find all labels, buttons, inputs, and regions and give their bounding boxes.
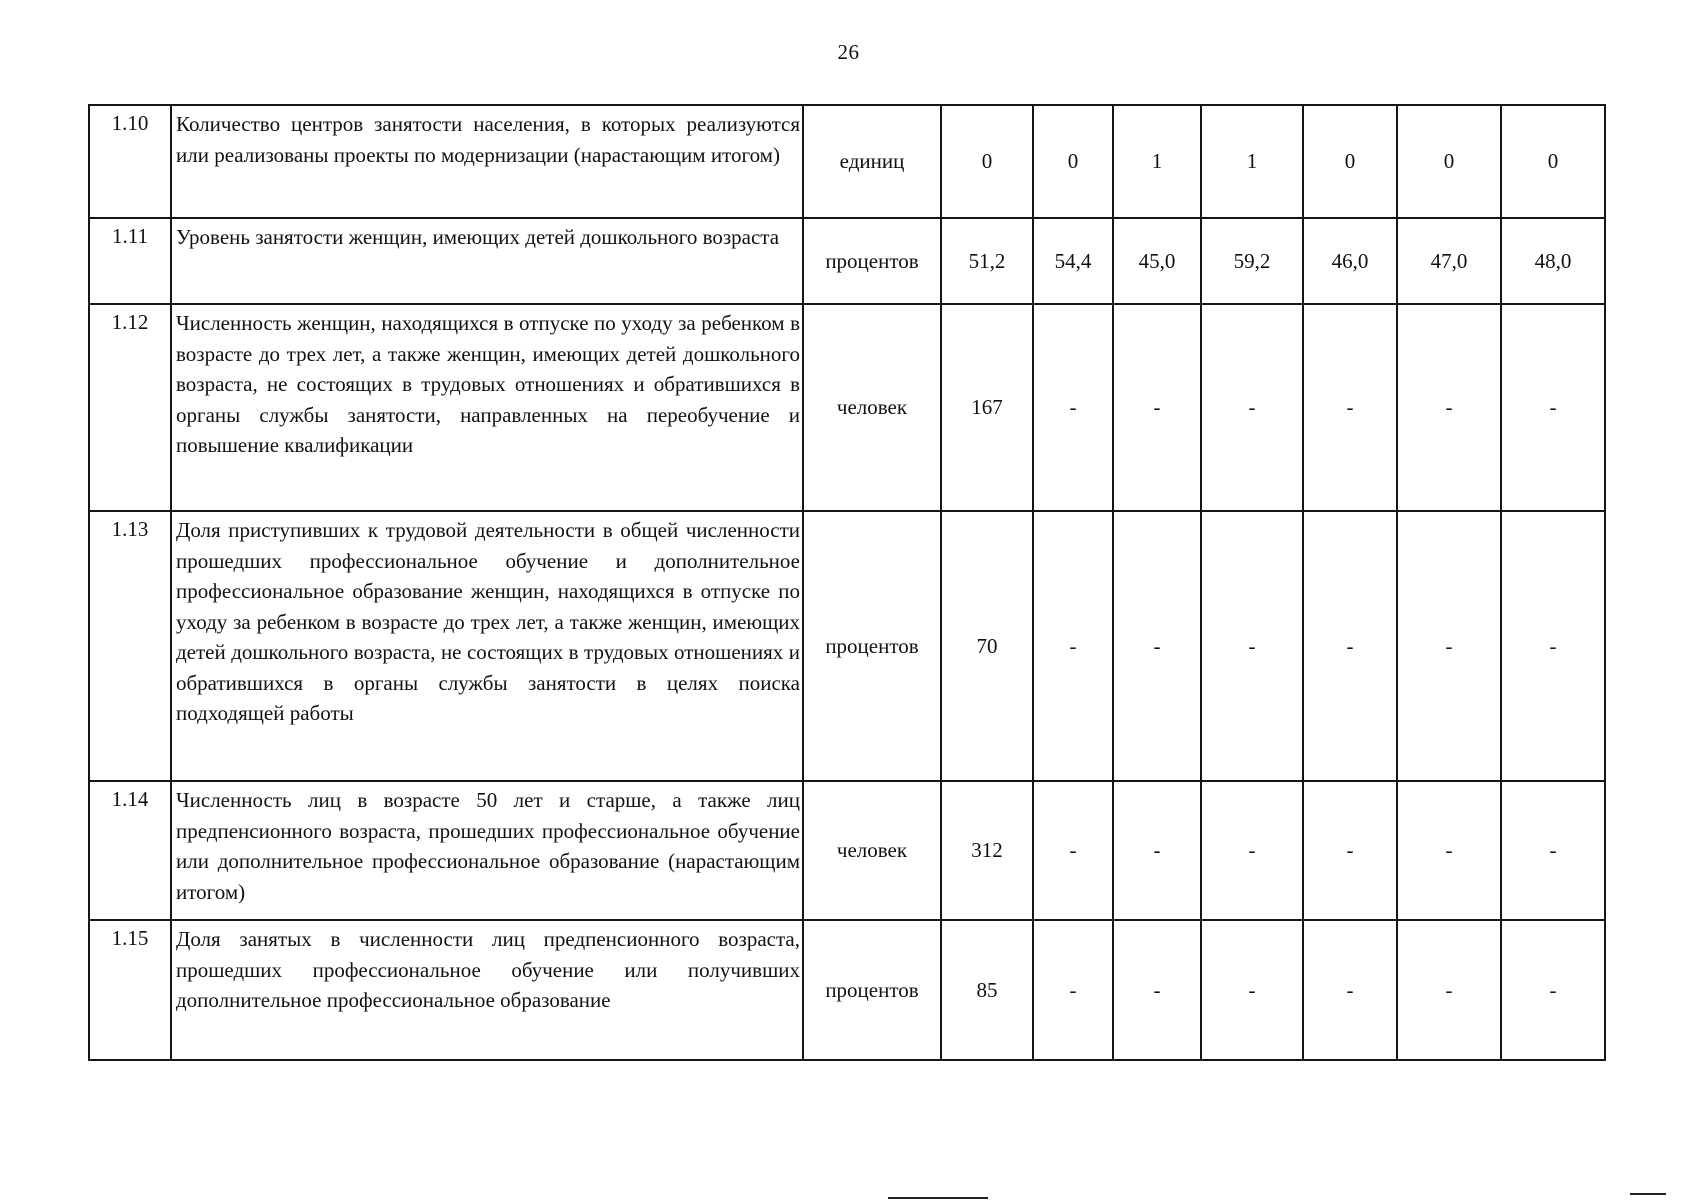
value-cell: - — [1201, 781, 1303, 920]
table-row — [89, 218, 1605, 304]
value-cell: - — [1113, 920, 1201, 1060]
value-cell: - — [1397, 511, 1501, 781]
value-cell: - — [1303, 920, 1397, 1060]
value-cell: 1 — [1113, 105, 1201, 218]
unit-cell: процентов — [803, 920, 941, 1060]
value-cell: 167 — [941, 304, 1033, 511]
value-cell: - — [1303, 511, 1397, 781]
value-cell: 0 — [1397, 105, 1501, 218]
value-cell: 70 — [941, 511, 1033, 781]
value-cell: 47,0 — [1397, 218, 1501, 304]
value-cell: - — [1397, 920, 1501, 1060]
value-cell: - — [1501, 304, 1605, 511]
value-cell: 0 — [1303, 105, 1397, 218]
value-cell: - — [1113, 781, 1201, 920]
value-cell: 312 — [941, 781, 1033, 920]
indicator-description: Количество центров занятости населения, в которых реализуются или реализованы проекты по модернизации (нарастающим итогом) — [171, 105, 803, 218]
table-row — [89, 105, 1605, 218]
value-cell: 0 — [1501, 105, 1605, 218]
value-cell: 46,0 — [1303, 218, 1397, 304]
value-cell: - — [1397, 304, 1501, 511]
row-number: 1.13 — [89, 511, 171, 781]
value-cell: 54,4 — [1033, 218, 1113, 304]
value-cell: - — [1033, 304, 1113, 511]
value-cell: 1 — [1201, 105, 1303, 218]
value-cell: - — [1303, 304, 1397, 511]
indicator-description: Численность лиц в возрасте 50 лет и старше, а также лиц предпенсионного возраста, прошедших профессиональное обучение или дополнительное профессиональное образование (нарастающим итогом) — [171, 781, 803, 920]
value-cell: - — [1033, 920, 1113, 1060]
value-cell: 59,2 — [1201, 218, 1303, 304]
value-cell: 0 — [941, 105, 1033, 218]
value-cell: - — [1033, 511, 1113, 781]
scan-mark — [1630, 1193, 1666, 1195]
value-cell: - — [1113, 511, 1201, 781]
unit-cell: процентов — [803, 511, 941, 781]
indicator-description: Доля занятых в численности лиц предпенсионного возраста, прошедших профессиональное обучение или получивших дополнительное профессиональное образование — [171, 920, 803, 1060]
value-cell: - — [1397, 781, 1501, 920]
value-cell: 45,0 — [1113, 218, 1201, 304]
value-cell: 0 — [1033, 105, 1113, 218]
table-row — [89, 781, 1605, 920]
value-cell: - — [1303, 781, 1397, 920]
row-number: 1.10 — [89, 105, 171, 218]
indicator-description: Доля приступивших к трудовой деятельности в общей численности прошедших профессиональное обучение и дополнительное профессиональное образование женщин, находящихся в отпуске по уходу за ребенком в возрасте до трех лет, а также женщин, имеющих детей дошкольного возраста, не состоящих в трудовых отношениях и обратившихся в органы службы занятости в целях поиска подходящей работы — [171, 511, 803, 781]
value-cell: 48,0 — [1501, 218, 1605, 304]
unit-cell: процентов — [803, 218, 941, 304]
row-number: 1.15 — [89, 920, 171, 1060]
unit-cell: человек — [803, 304, 941, 511]
value-cell: - — [1201, 511, 1303, 781]
indicator-description: Численность женщин, находящихся в отпуске по уходу за ребенком в возрасте до трех лет, а также женщин, имеющих детей дошкольного возраста, не состоящих в трудовых отношениях и обратившихся в органы службы занятости, направленных на переобучение и повышение квалификации — [171, 304, 803, 511]
indicator-description: Уровень занятости женщин, имеющих детей дошкольного возраста — [171, 218, 803, 304]
row-number: 1.12 — [89, 304, 171, 511]
value-cell: 85 — [941, 920, 1033, 1060]
value-cell: - — [1201, 304, 1303, 511]
unit-cell: единиц — [803, 105, 941, 218]
indicator-table — [88, 104, 1606, 1061]
table-row — [89, 920, 1605, 1060]
value-cell: 51,2 — [941, 218, 1033, 304]
row-number: 1.14 — [89, 781, 171, 920]
value-cell: - — [1113, 304, 1201, 511]
unit-cell: человек — [803, 781, 941, 920]
table-row — [89, 511, 1605, 781]
page-number: 26 — [837, 40, 860, 64]
value-cell: - — [1501, 781, 1605, 920]
table-row — [89, 304, 1605, 511]
row-number: 1.11 — [89, 218, 171, 304]
scan-mark — [888, 1197, 988, 1199]
value-cell: - — [1501, 920, 1605, 1060]
value-cell: - — [1501, 511, 1605, 781]
value-cell: - — [1033, 781, 1113, 920]
value-cell: - — [1201, 920, 1303, 1060]
